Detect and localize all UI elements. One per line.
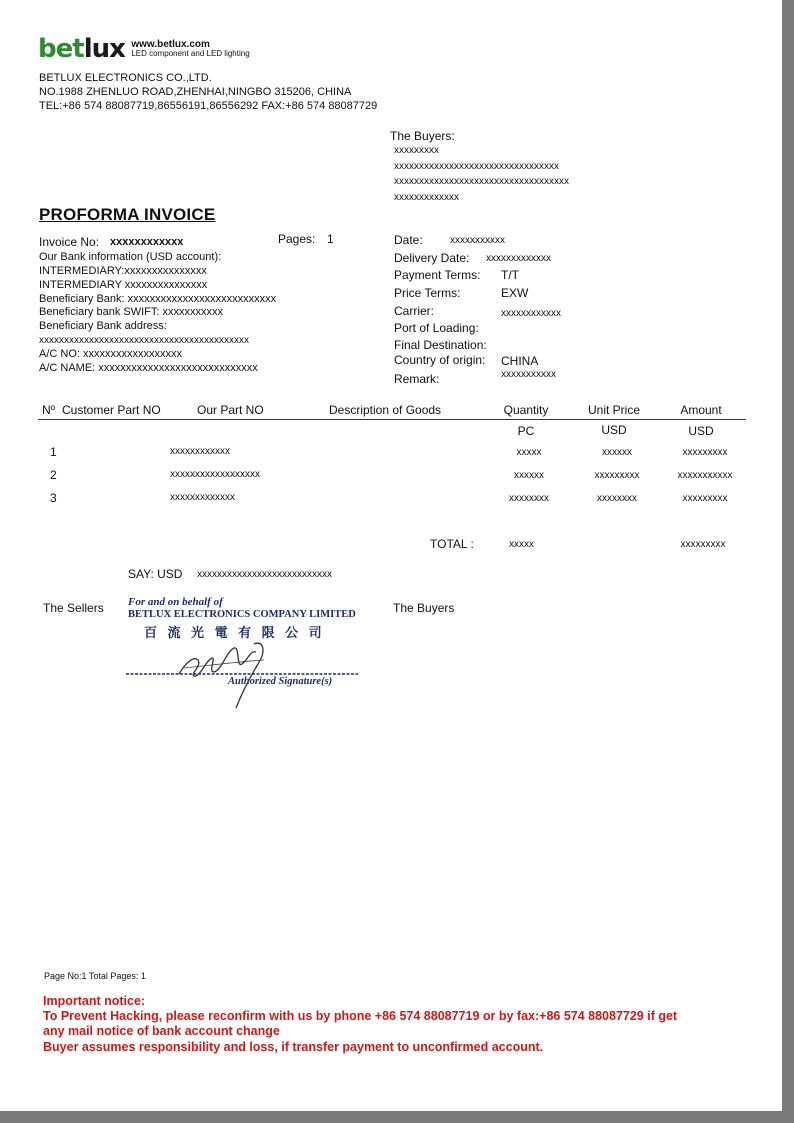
unit-amount: USD	[688, 424, 714, 438]
col-header-no: Nº	[42, 403, 56, 417]
row-2-our-part: xxxxxxxxxxxxxxxxxx	[170, 469, 260, 480]
remark-label: Remark:	[394, 372, 440, 386]
company-stamp	[124, 596, 364, 712]
pages-label: Pages:	[278, 232, 316, 246]
row-2-no: 2	[50, 468, 57, 482]
row-2-quantity: xxxxxx	[514, 470, 544, 481]
port-of-loading-label: Port of Loading:	[394, 321, 479, 335]
date-value: xxxxxxxxxxx	[450, 235, 505, 246]
invoice-no-value: xxxxxxxxxxxx	[110, 236, 184, 248]
price-terms-label: Price Terms:	[394, 286, 461, 300]
carrier-value: xxxxxxxxxxxx	[501, 308, 561, 319]
col-header-description: Description of Goods	[329, 403, 442, 417]
buyers-line-3: xxxxxxxxxxxxxxxxxxxxxxxxxxxxxxxxxxx	[394, 176, 569, 187]
company-address: NO.1988 ZHENLUO ROAD,ZHENHAI,NINGBO 315206, CHINA	[39, 86, 352, 98]
page-info: Page No:1 Total Pages: 1	[44, 971, 146, 981]
company-name: BETLUX ELECTRONICS CO.,LTD.	[39, 72, 212, 84]
row-2-unit-price: xxxxxxxxx	[594, 470, 640, 481]
row-1-amount: xxxxxxxxx	[682, 447, 728, 458]
notice-line-0: Important notice:	[43, 994, 146, 1008]
sellers-label: The Sellers	[43, 601, 104, 615]
row-3-our-part: xxxxxxxxxxxxx	[170, 492, 235, 503]
bank-line-3: Beneficiary Bank: xxxxxxxxxxxxxxxxxxxxxxxxxxx	[39, 293, 277, 305]
price-terms-value: EXW	[501, 286, 529, 300]
stamp-line-2: BETLUX ELECTRONICS COMPANY LIMITED	[128, 609, 356, 620]
row-1-our-part: xxxxxxxxxxxx	[170, 446, 230, 457]
bank-line-5: Beneficiary Bank address:	[39, 320, 167, 332]
buyers-line-4: xxxxxxxxxxxxx	[394, 192, 459, 203]
logo-tagline: LED component and LED lighting	[131, 49, 250, 58]
final-destination-label: Final Destination:	[394, 338, 487, 352]
stamp-line-3: 百 流 光 電 有 限 公 司	[144, 626, 325, 641]
notice-line-2: any mail notice of bank account change	[43, 1024, 280, 1038]
col-header-our-part: Our Part NO	[197, 403, 264, 417]
handwritten-signature-icon	[124, 638, 364, 712]
payment-terms-label: Payment Terms:	[394, 268, 481, 282]
company-logo	[38, 34, 250, 64]
buyers-line-2: xxxxxxxxxxxxxxxxxxxxxxxxxxxxxxxxx	[394, 161, 559, 172]
delivery-date-value: xxxxxxxxxxxxx	[486, 253, 551, 264]
table-header-rule	[38, 419, 746, 420]
invoice-no-label: Invoice No:	[39, 235, 100, 249]
col-header-amount: Amount	[680, 403, 722, 417]
bank-line-2: INTERMEDIARY xxxxxxxxxxxxxxx	[39, 279, 208, 291]
notice-line-1: To Prevent Hacking, please reconfirm with us by phone +86 574 88087719 or by fax:+86 574 88087729 if get	[43, 1009, 678, 1023]
stamp-line-1: For and on behalf of	[128, 596, 223, 608]
bank-line-6: xxxxxxxxxxxxxxxxxxxxxxxxxxxxxxxxxxxxxxxxxx	[39, 335, 249, 346]
col-header-customer-part: Customer Part NO	[62, 403, 161, 417]
say-value: xxxxxxxxxxxxxxxxxxxxxxxxxxx	[197, 569, 332, 580]
logo-url: www.betlux.com	[131, 39, 210, 50]
buyers-label: The Buyers:	[390, 129, 455, 143]
row-1-unit-price: xxxxxx	[602, 447, 632, 458]
logo-brand-lux: lux	[83, 34, 125, 64]
row-1-no: 1	[50, 445, 57, 459]
bank-line-4: Beneficiary bank SWIFT: xxxxxxxxxxx	[39, 306, 223, 318]
say-label: SAY: USD	[128, 567, 183, 581]
remark-value: xxxxxxxxxxx	[501, 369, 556, 380]
buyers-line-1: xxxxxxxxx	[394, 145, 439, 156]
unit-unit-price: USD	[601, 423, 627, 437]
invoice-title: PROFORMA INVOICE	[39, 205, 216, 224]
buyers-signature-label: The Buyers	[393, 601, 455, 615]
company-phone-fax: TEL:+86 574 88087719,86556191,86556292 FAX:+86 574 88087729	[39, 100, 378, 112]
col-header-unit-price: Unit Price	[587, 403, 640, 417]
date-label: Date:	[394, 233, 423, 247]
col-header-quantity: Quantity	[503, 403, 549, 417]
notice-line-3: Buyer assumes responsibility and loss, if transfer payment to unconfirmed account.	[43, 1040, 544, 1054]
row-3-amount: xxxxxxxxx	[682, 493, 728, 504]
carrier-label: Carrier:	[394, 304, 435, 318]
row-2-amount: xxxxxxxxxxx	[677, 470, 733, 481]
unit-quantity: PC	[517, 424, 535, 438]
row-3-quantity: xxxxxxxx	[509, 493, 549, 504]
row-3-no: 3	[50, 491, 57, 505]
country-of-origin-label: Country of origin:	[394, 353, 486, 367]
country-of-origin-value: CHINA	[501, 354, 539, 368]
total-label: TOTAL :	[430, 537, 474, 551]
total-quantity: xxxxx	[509, 539, 534, 550]
delivery-date-label: Delivery Date:	[394, 251, 470, 265]
bank-line-7: A/C NO: xxxxxxxxxxxxxxxxxx	[39, 348, 183, 360]
bank-line-8: A/C NAME: xxxxxxxxxxxxxxxxxxxxxxxxxxxxx	[39, 362, 258, 374]
bank-line-0: Our Bank information (USD account):	[39, 251, 222, 263]
bank-line-1: INTERMEDIARY:xxxxxxxxxxxxxxx	[39, 265, 207, 277]
row-3-unit-price: xxxxxxxx	[597, 493, 637, 504]
pages-value: 1	[327, 232, 334, 246]
logo-brand-bet: bet	[38, 34, 84, 64]
total-amount: xxxxxxxxx	[680, 539, 726, 550]
row-1-quantity: xxxxx	[516, 447, 542, 458]
stamp-line-4: Authorized Signature(s)	[228, 676, 333, 687]
payment-terms-value: T/T	[501, 268, 519, 282]
